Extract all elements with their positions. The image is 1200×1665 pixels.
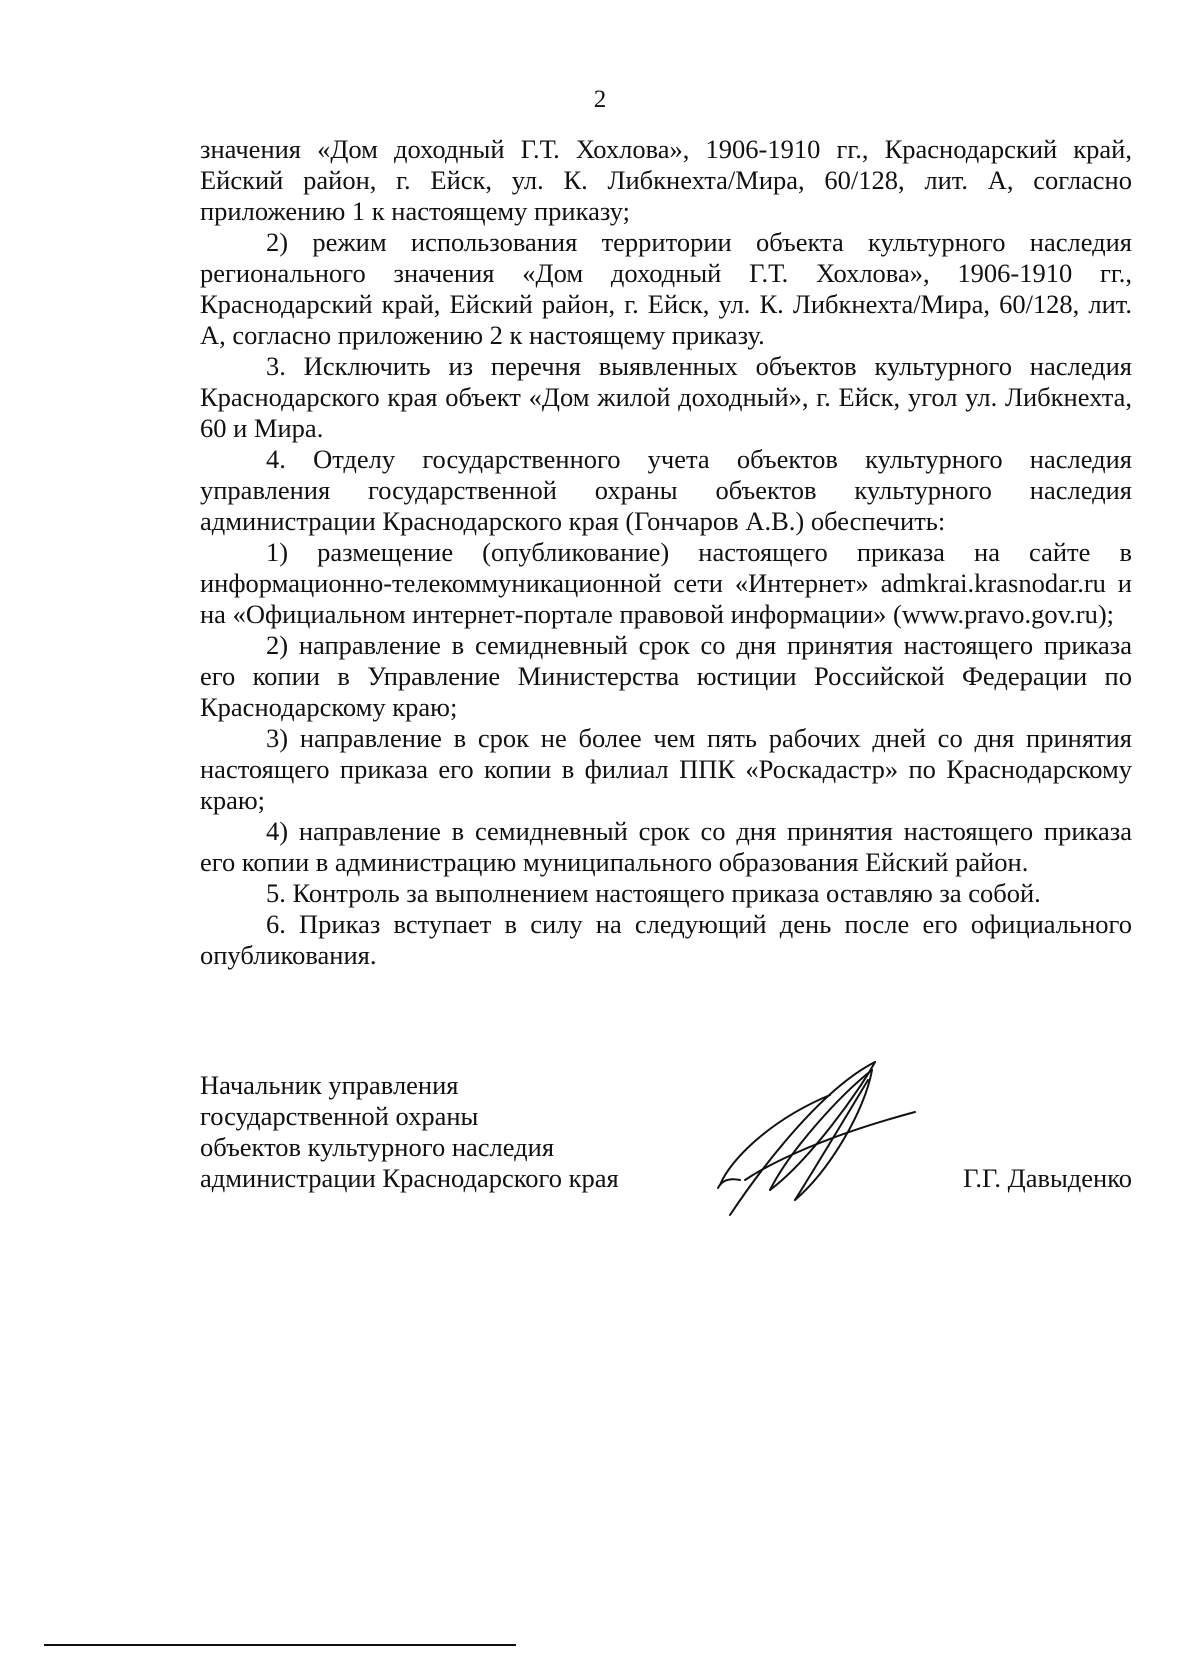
paragraph-subitem-3: 3) направление в срок не более чем пять рабочих дней со дня принятия настоящего приказа его копии в филиал ППК «Роскадастр» по Краснодарскому краю; <box>200 723 1132 815</box>
paragraph-item-2: 2) режим использования территории объекта культурного наследия регионального значения «Дом доходный Г.Т. Хохлова», 1906-1910 гг., Краснодарский край, Ейский район, г. Ейск, ул. К. Либкнехта/Мира, 60/128, лит. А, согласно приложению 2 к настоящему приказу. <box>200 227 1132 350</box>
signatory-title-line: администрации Краснодарского края <box>200 1163 619 1193</box>
handwritten-signature-icon <box>700 1050 920 1230</box>
paragraph-clause-5: 5. Контроль за выполнением настоящего приказа оставляю за собой. <box>266 878 1041 908</box>
paragraph-clause-3: 3. Исключить из перечня выявленных объектов культурного наследия Краснодарского края объект «Дом жилой доходный», г. Ейск, угол ул. Либкнехта, 60 и Мира. <box>200 351 1132 443</box>
paragraph-clause-4: 4. Отделу государственного учета объектов культурного наследия управления государственной охраны объектов культурного наследия администрации Краснодарского края (Гончаров А.В.) обеспечить: <box>200 444 1132 536</box>
signatory-title-line: Начальник управления <box>200 1070 459 1100</box>
paragraph-subitem-4: 4) направление в семидневный срок со дня принятия настоящего приказа его копии в администрацию муниципального образования Ейский район. <box>200 816 1132 877</box>
paragraph-clause-6: 6. Приказ вступает в силу на следующий день после его официального опубликования. <box>200 909 1132 970</box>
document-body <box>200 134 1132 971</box>
paragraph-continuation: значения «Дом доходный Г.Т. Хохлова», 1906-1910 гг., Краснодарский край, Ейский район, г. Ейск, ул. К. Либкнехта/Мира, 60/128, лит. А, согласно приложению 1 к настоящему приказу; <box>200 134 1132 226</box>
footnote-divider <box>44 1644 516 1646</box>
signatory-title-line: государственной охраны <box>200 1101 479 1131</box>
signatory-name: Г.Г. Давыденко <box>963 1163 1132 1193</box>
paragraph-subitem-1: 1) размещение (опубликование) настоящего приказа на сайте в информационно-телекоммуникационной сети «Интернет» admkrai.krasnodar.ru и на «Официальном интернет-портале правовой информации» (www.pravo.gov.ru); <box>200 537 1132 629</box>
signatory-title <box>200 1070 680 1194</box>
signature-block <box>200 1070 1132 1270</box>
page-number: 2 <box>593 86 607 113</box>
signatory-title-line: объектов культурного наследия <box>200 1132 555 1162</box>
paragraph-subitem-2: 2) направление в семидневный срок со дня принятия настоящего приказа его копии в Управление Министерства юстиции Российской Федерации по Краснодарскому краю; <box>200 630 1132 722</box>
